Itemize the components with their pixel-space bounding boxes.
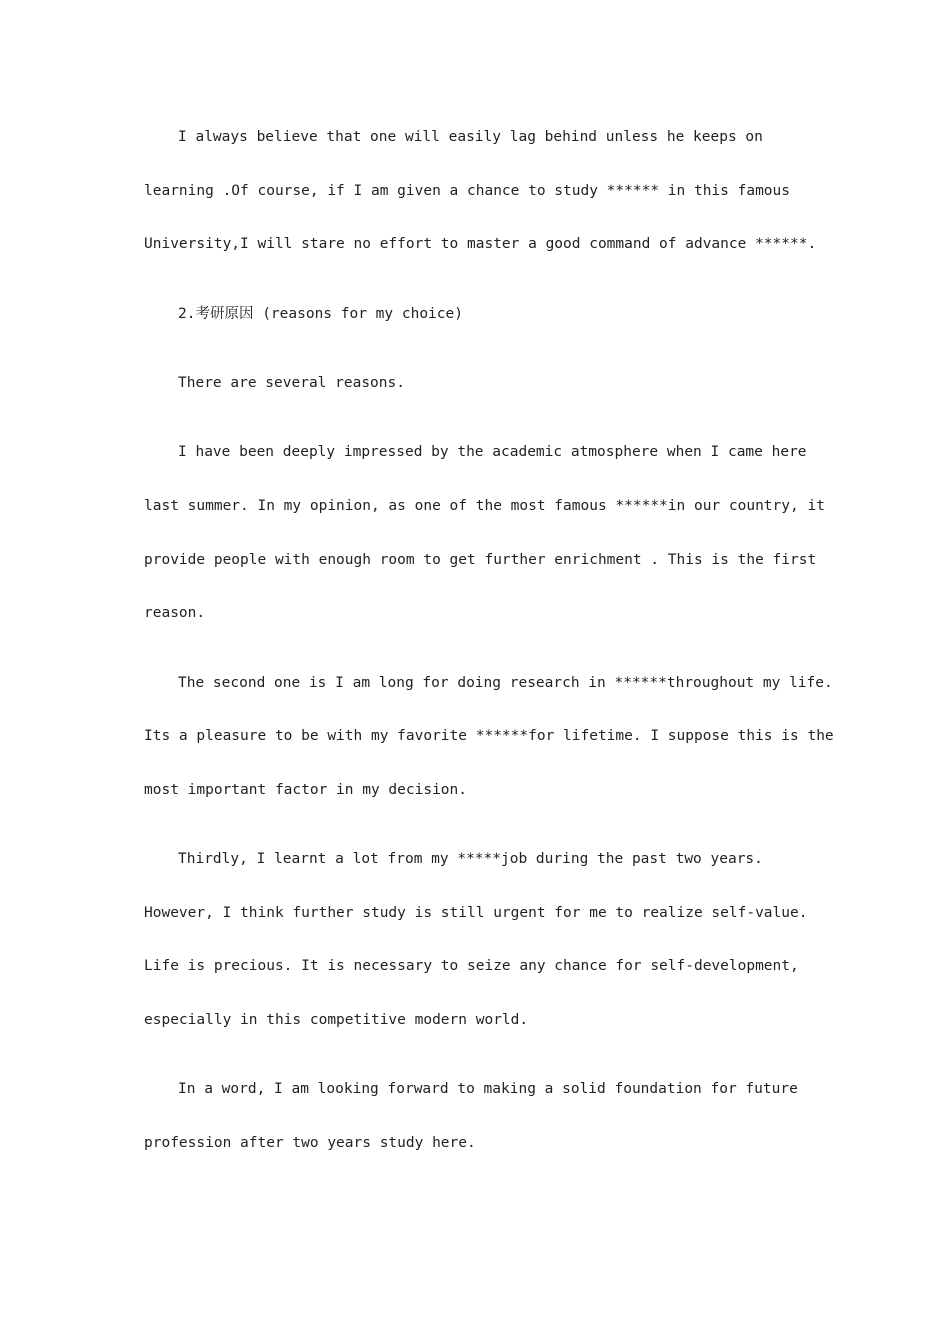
paragraph-line: University,I will stare no effort to master a good command of advance ******. [144, 236, 817, 253]
paragraph-line: I always believe that one will easily lag behind unless he keeps on [178, 129, 763, 145]
paragraph-line: provide people with enough room to get further enrichment . This is the first [144, 551, 817, 568]
section-heading [144, 288, 824, 342]
paragraph-line: reason. [144, 605, 206, 622]
paragraph-line: I have been deeply impressed by the academic atmosphere when I came here [178, 444, 807, 461]
paragraph-1 [144, 111, 824, 272]
paragraph-line: profession after two years study here. [144, 1134, 476, 1151]
paragraph-5 [144, 833, 824, 1047]
paragraph-line: The second one is I am long for doing research in ******throughout my life. [178, 674, 833, 691]
paragraph-line: Its a pleasure to be with my favorite ******for lifetime. I suppose this is the [144, 728, 834, 745]
paragraph-line: There are several reasons. [178, 374, 405, 391]
paragraph-line: learning .Of course, if I am given a chance to study ****** in this famous [144, 182, 791, 199]
paragraph-line: last summer. In my opinion, as one of the most famous ******in our country, it [144, 497, 825, 514]
paragraph-2 [144, 357, 824, 411]
document-body [144, 111, 834, 1170]
paragraph-6 [144, 1063, 824, 1170]
paragraph-4 [144, 657, 834, 818]
paragraph-3 [144, 426, 824, 640]
paragraph-line: However, I think further study is still urgent for me to realize self-value. [144, 904, 808, 921]
paragraph-line: In a word, I am looking forward to making a solid foundation for future [178, 1081, 798, 1098]
heading-line: 2.考研原因 (reasons for my choice) [178, 305, 463, 322]
paragraph-line: most important factor in my decision. [144, 781, 468, 798]
paragraph-line: Life is precious. It is necessary to seize any chance for self-development, [144, 958, 799, 975]
paragraph-line: especially in this competitive modern world. [144, 1011, 529, 1028]
paragraph-line: Thirdly, I learnt a lot from my *****job during the past two years. [178, 851, 763, 868]
